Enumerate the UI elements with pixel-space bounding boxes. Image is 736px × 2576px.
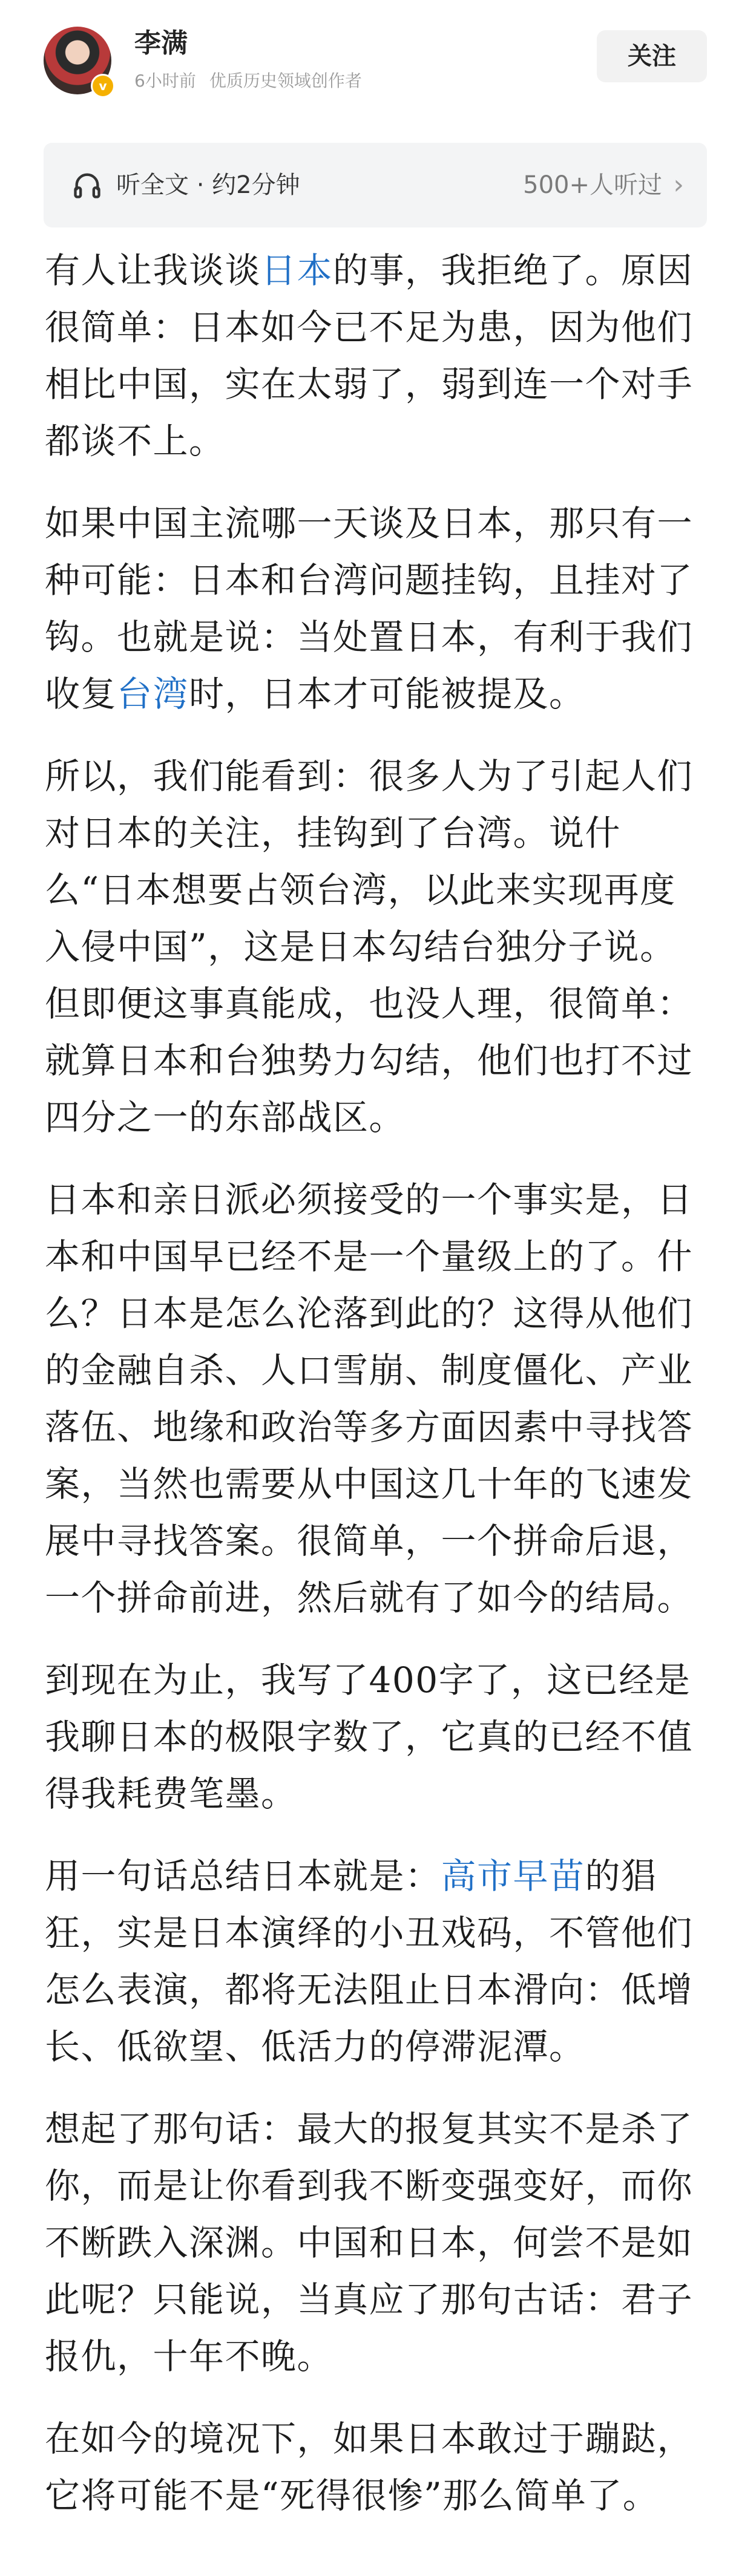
headphones-icon — [71, 169, 103, 201]
post-time: 6小时前 — [134, 71, 196, 91]
article-paragraph — [45, 748, 708, 1146]
keyword-link[interactable]: 日本 — [261, 250, 334, 291]
paragraph-text: 时，日本才可能被提及。 — [189, 673, 585, 714]
listen-count: 500+人听过 — [523, 171, 662, 199]
article-paragraph — [45, 2100, 708, 2385]
listen-full-text-bar[interactable] — [44, 143, 707, 227]
keyword-link[interactable]: 台湾 — [117, 673, 189, 714]
listen-label: 听全文 · 约2分钟 — [116, 171, 300, 199]
chevron-right-icon: › — [673, 169, 684, 200]
author-tag: 优质历史领域创作者 — [209, 71, 362, 91]
article-paragraph — [45, 242, 708, 469]
author-name[interactable]: 李满 — [134, 28, 188, 59]
article-body — [45, 242, 708, 2549]
verified-badge-icon: v — [91, 74, 115, 98]
paragraph-text: 想起了那句话：最大的报复其实不是杀了你，而是让你看到我不断变强变好，而你不断跌入深渊。中国和日本，何尝不是如此呢？只能说，当真应了那句古话：君子报仇，十年不晚。 — [45, 2108, 694, 2377]
paragraph-text: 的猖狂，实是日本演绎的小丑戏码，不管他们怎么表演，都将无法阻止日本滑向：低增长、低欲望、低活力的停滞泥潭。 — [45, 1855, 694, 2067]
paragraph-text: 的事，我拒绝了。原因很简单：日本如今已不足为患，因为他们相比中国，实在太弱了，弱到连一个对手都谈不上。 — [45, 250, 694, 462]
paragraph-text: 日本和亲日派必须接受的一个事实是，日本和中国早已经不是一个量级上的了。什么？日本是怎么沦落到此的？这得从他们的金融自杀、人口雪崩、制度僵化、产业落伍、地缘和政治等多方面因素中寻找答案，当然也需要从中国这几十年的飞速发展中寻找答案。很简单，一个拼命后退，一个拼命前进，然后就有了如今的结局。 — [45, 1179, 694, 1618]
paragraph-text: 所以，我们能看到：很多人为了引起人们对日本的关注，挂钩到了台湾。说什么“日本想要占领台湾，以此来实现再度入侵中国”，这是日本勾结台独分子说。但即便这事真能成，也没人理，很简单：就算日本和台独势力勾结，他们也打不过四分之一的东部战区。 — [45, 756, 694, 1138]
paragraph-text: 有人让我谈谈 — [45, 250, 261, 291]
author-header — [44, 24, 707, 115]
article-paragraph — [45, 1171, 708, 1626]
paragraph-text: 如果中国主流哪一天谈及日本，那只有一种可能：日本和台湾问题挂钩，且挂对了钩。也就是说：当处置日本，有利于我们收复 — [45, 503, 694, 714]
author-meta — [134, 69, 362, 93]
article-paragraph — [45, 1652, 708, 1822]
paragraph-text: 用一句话总结日本就是： — [45, 1855, 441, 1897]
paragraph-text: 到现在为止，我写了400字了，这已经是我聊日本的极限字数了，它真的已经不值得我耗费笔墨。 — [45, 1659, 694, 1814]
follow-button[interactable]: 关注 — [597, 30, 707, 82]
keyword-link[interactable]: 高市早苗 — [441, 1855, 585, 1897]
article-paragraph — [45, 495, 708, 722]
article-paragraph — [45, 2410, 708, 2524]
article-paragraph — [45, 1848, 708, 2075]
paragraph-text: 在如今的境况下，如果日本敢过于蹦跶，它将可能不是“死得很惨”那么简单了。 — [45, 2418, 694, 2516]
